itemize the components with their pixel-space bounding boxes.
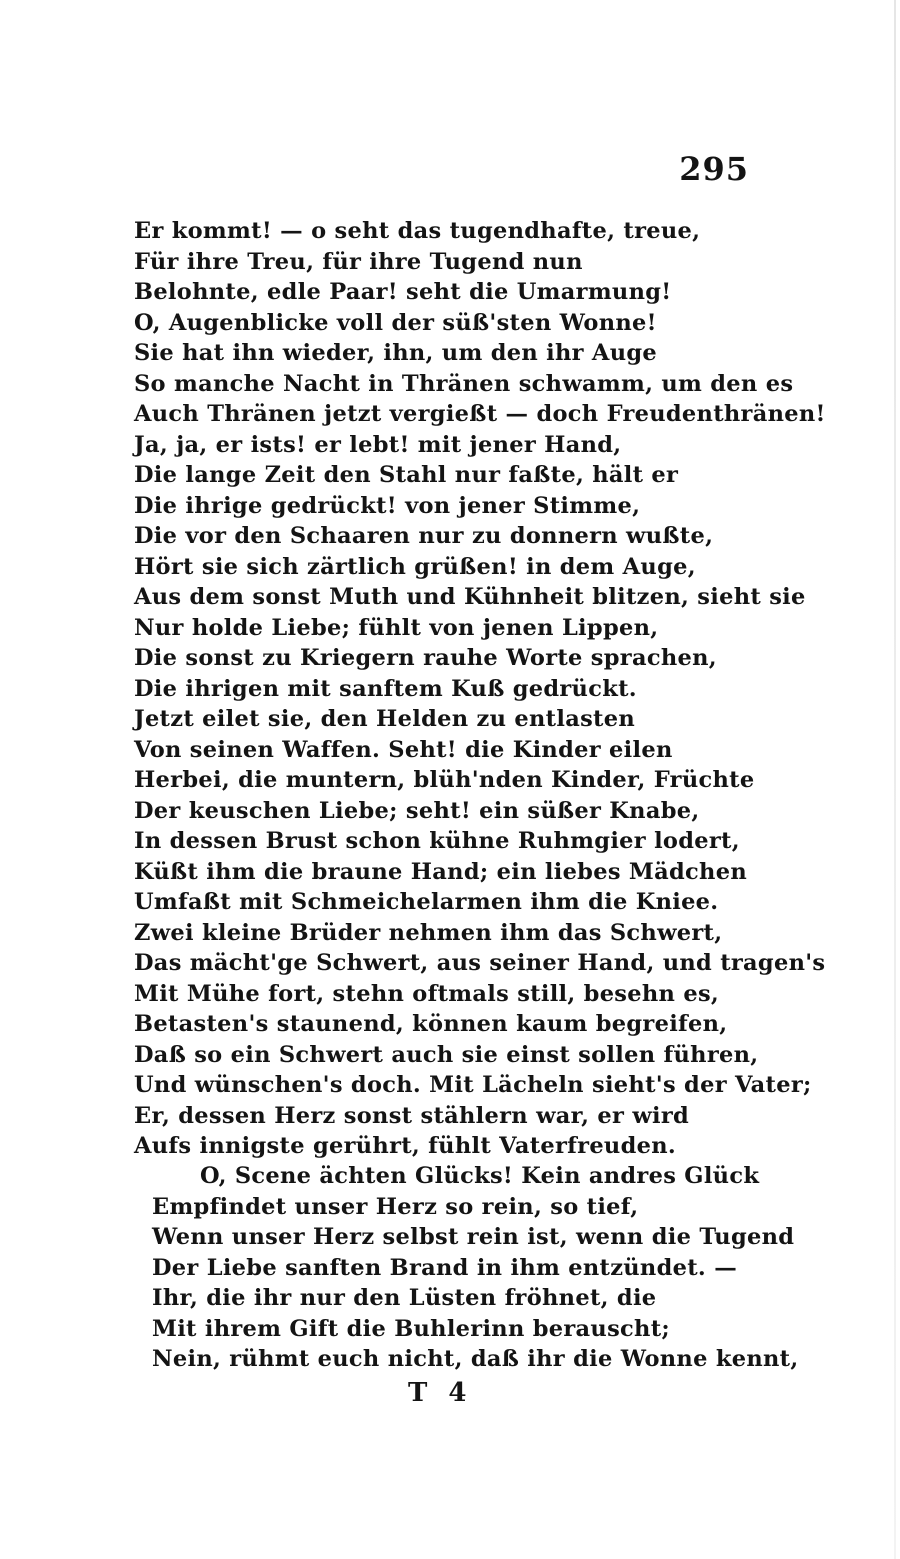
verse-line: Empfindet unser Herz so rein, so tief,	[152, 1193, 639, 1220]
verse-line: Das mächt'ge Schwert, aus seiner Hand, und tragen's	[134, 950, 826, 976]
verse-line: Mit ihrem Gift die Buhlerinn berauscht;	[152, 1315, 671, 1342]
verse-line: Ihr, die ihr nur den Lüsten fröhnet, die	[152, 1285, 657, 1311]
verse-line: Daß so ein Schwert auch sie einst sollen führen,	[134, 1041, 759, 1068]
verse-line: Nein, rühmt euch nicht, daß ihr die Wonne kennt,	[152, 1346, 799, 1372]
verse-line: Von seinen Waffen. Seht! die Kinder eilen	[134, 736, 673, 763]
verse-line: Auch Thränen jetzt vergießt — doch Freudenthränen!	[134, 401, 826, 427]
stanza-1	[134, 216, 826, 1162]
verse-line: Sie hat ihn wieder, ihn, um den ihr Auge	[134, 340, 657, 366]
verse-line: Die ihrigen mit sanftem Kuß gedrückt.	[134, 675, 637, 702]
verse-line: Und wünschen's doch. Mit Lächeln sieht's der Vater;	[134, 1072, 812, 1098]
verse-line: Der keuschen Liebe; seht! ein süßer Knabe,	[134, 797, 700, 824]
verse-line: Aus dem sonst Muth und Kühnheit blitzen, sieht sie	[134, 584, 806, 610]
verse-line: Für ihre Treu, für ihre Tugend nun	[134, 248, 583, 275]
verse-line: Er, dessen Herz sonst stählern war, er wird	[134, 1102, 690, 1129]
verse-line: Die vor den Schaaren nur zu donnern wußte,	[134, 523, 714, 549]
verse-line: Umfaßt mit Schmeichelarmen ihm die Kniee.	[134, 889, 719, 915]
verse-line: O, Scene ächten Glücks! Kein andres Glück	[200, 1163, 760, 1189]
verse-line: Die lange Zeit den Stahl nur faßte, hält er	[134, 462, 679, 488]
verse-line: Betasten's staunend, können kaum begreifen,	[134, 1011, 728, 1037]
verse-line: Der Liebe sanften Brand in ihm entzündet. —	[152, 1254, 737, 1281]
page-number: 295	[679, 150, 749, 188]
stanza-2	[134, 1161, 799, 1375]
verse-line: Küßt ihm die braune Hand; ein liebes Mädchen	[134, 858, 747, 885]
signature-mark: T 4	[408, 1378, 473, 1408]
verse-line: Mit Mühe fort, stehn oftmals still, besehn es,	[134, 980, 720, 1007]
verse-line: Die ihrige gedrückt! von jener Stimme,	[134, 492, 641, 519]
verse-line: Belohnte, edle Paar! seht die Umarmung!	[134, 279, 672, 305]
verse-line: Herbei, die muntern, blüh'nden Kinder, Früchte	[134, 767, 755, 793]
verse-line: Aufs innigste gerührt, fühlt Vaterfreuden.	[134, 1133, 677, 1159]
verse-line: Hört sie sich zärtlich grüßen! in dem Auge,	[134, 553, 696, 580]
page-edge	[894, 0, 896, 1559]
verse-line: Wenn unser Herz selbst rein ist, wenn die Tugend	[152, 1224, 795, 1250]
verse-line: Ja, ja, er ists! er lebt! mit jener Hand,	[134, 431, 622, 458]
verse-line: Jetzt eilet sie, den Helden zu entlasten	[134, 706, 636, 732]
verse-line: Nur holde Liebe; fühlt von jenen Lippen,	[134, 614, 659, 641]
verse-line: Die sonst zu Kriegern rauhe Worte sprachen,	[134, 645, 717, 671]
verse-line: In dessen Brust schon kühne Ruhmgier lodert,	[134, 828, 740, 854]
verse-line: O, Augenblicke voll der süß'sten Wonne!	[134, 309, 657, 336]
verse-line: Zwei kleine Brüder nehmen ihm das Schwert,	[134, 919, 723, 946]
verse-line: Er kommt! — o seht das tugendhafte, treue,	[134, 218, 701, 244]
verse-line: So manche Nacht in Thränen schwamm, um den es	[134, 370, 794, 397]
